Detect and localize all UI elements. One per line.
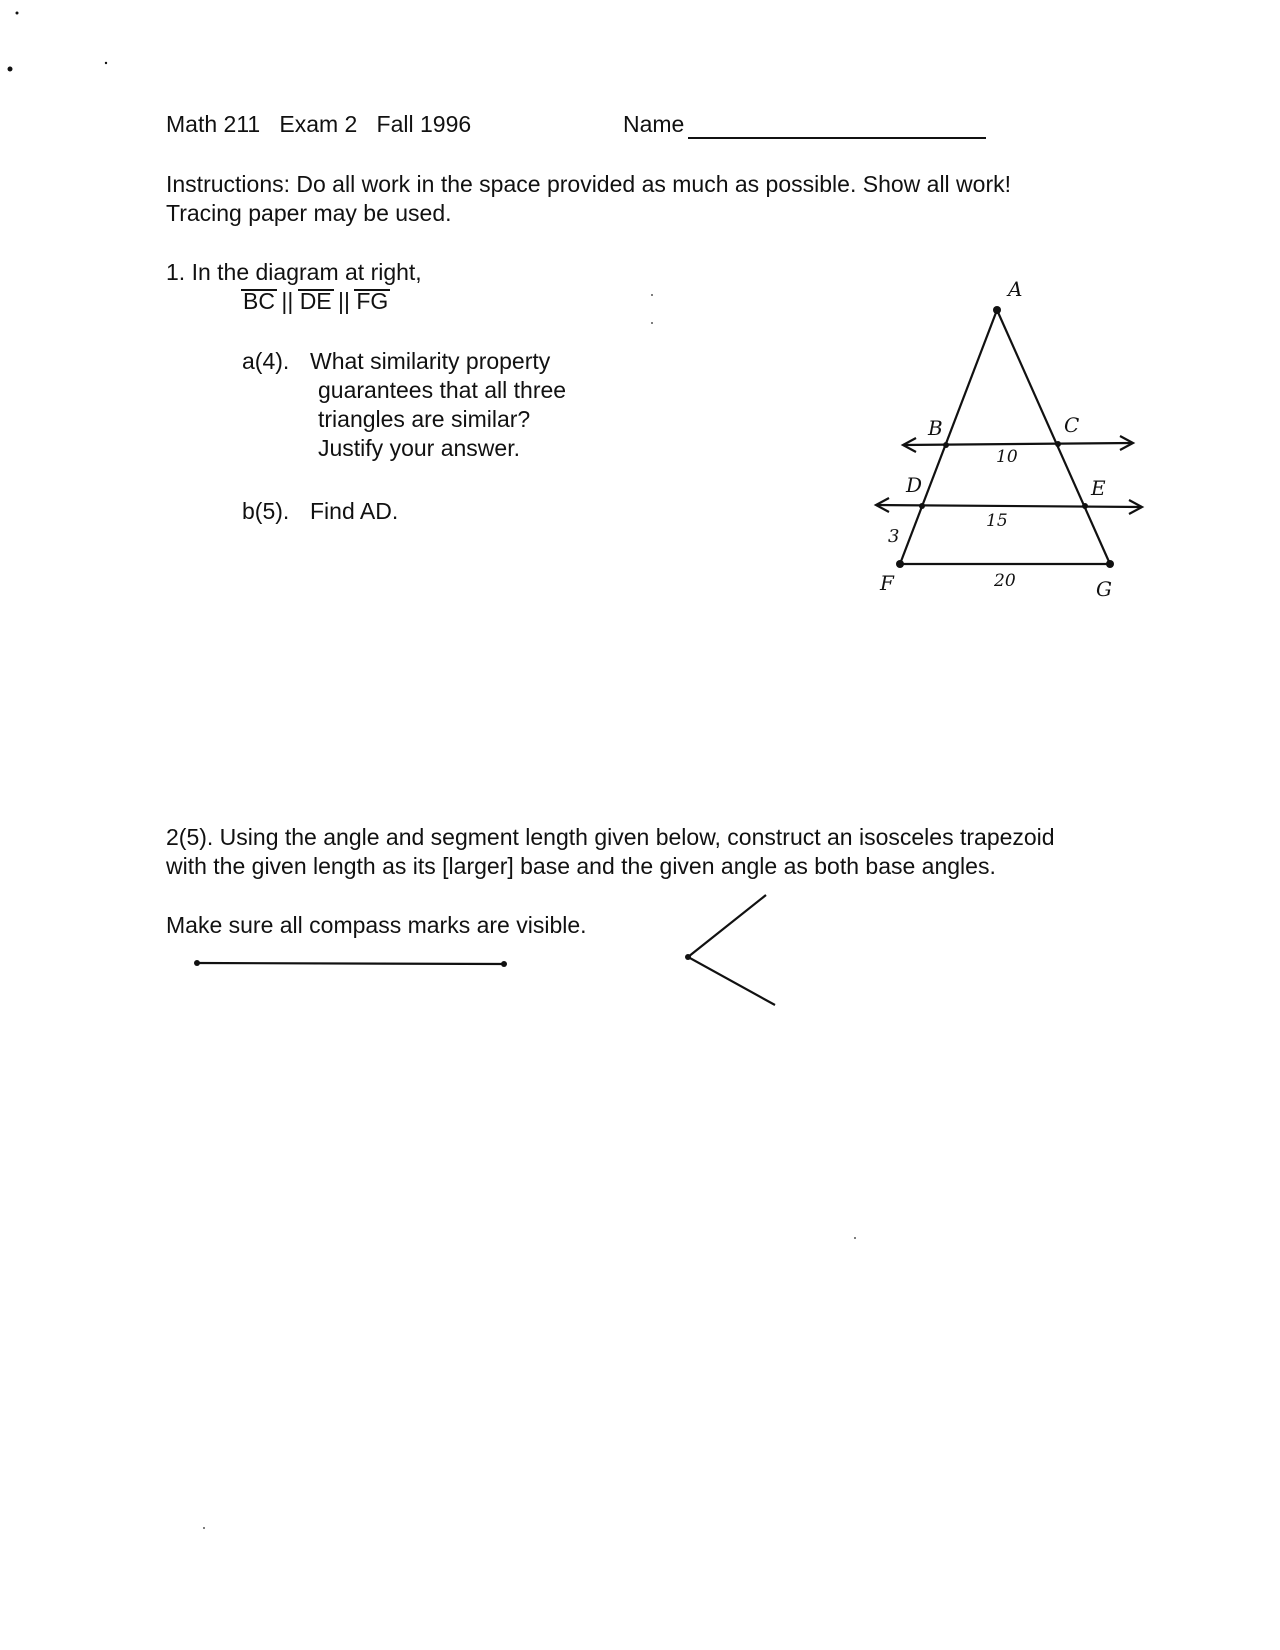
- vertex-label-g: G: [1096, 577, 1112, 601]
- question-2-givens: [196, 895, 775, 1005]
- exam-number: Exam 2: [279, 111, 358, 137]
- question-1a-label: a(4).: [242, 348, 290, 374]
- point-c: [1055, 441, 1061, 447]
- line-de: [876, 505, 1142, 507]
- scan-speck: [854, 1237, 856, 1239]
- scan-speck: [651, 294, 653, 296]
- point-g: [1106, 560, 1114, 568]
- scan-speck: [105, 62, 107, 64]
- line-bc: [903, 443, 1132, 445]
- question-2-note: Make sure all compass marks are visible.: [166, 912, 587, 938]
- point-f: [896, 560, 904, 568]
- vertex-label-a: A: [1008, 277, 1023, 301]
- side-af: [900, 310, 997, 564]
- triangle-diagram: [876, 310, 1142, 564]
- scan-speck: [651, 322, 653, 324]
- side-ag: [997, 310, 1110, 564]
- question-1b-text: Find AD.: [310, 498, 399, 524]
- vertex-label-e: E: [1091, 476, 1106, 500]
- point-a: [993, 306, 1001, 314]
- segment-bc: BC: [243, 288, 275, 314]
- question-1b-label: b(5).: [242, 498, 290, 524]
- vertex-label-b: B: [928, 416, 943, 440]
- segment-de: DE: [299, 288, 332, 314]
- scan-speck: [203, 1527, 205, 1529]
- given-segment-endpoint: [501, 961, 507, 967]
- given-segment: [196, 963, 505, 964]
- point-e: [1082, 503, 1088, 509]
- given-angle: [688, 895, 775, 1005]
- question-1a-line: Justify your answer.: [318, 435, 520, 461]
- length-label-bc: 10: [996, 447, 1018, 467]
- scan-speck: [16, 12, 19, 15]
- parallel-symbol: ||: [338, 288, 350, 314]
- given-angle-vertex: [685, 954, 691, 960]
- exam-term: Fall 1996: [376, 111, 472, 137]
- point-b: [943, 442, 949, 448]
- question-1a-line: What similarity property: [310, 348, 551, 374]
- instructions: Instructions: Do all work in the space provided as much as possible. Show all work! Tracing paper may be used.: [166, 171, 1012, 226]
- question-2-text: 2(5). Using the angle and segment length given below, construct an isosceles trapezoid with the given length as its [larger] base and the given angle as both base angles.: [166, 824, 1055, 879]
- course-number: Math 211: [166, 111, 261, 137]
- given-segment-endpoint: [194, 960, 200, 966]
- length-label-de: 15: [986, 511, 1008, 531]
- length-label-fg: 20: [994, 571, 1016, 591]
- vertex-label-c: C: [1064, 413, 1080, 437]
- vertex-label-f: F: [880, 571, 894, 595]
- question-1a-line: triangles are similar?: [318, 406, 531, 432]
- name-label: Name: [623, 111, 685, 137]
- question-1-intro: 1. In the diagram at right,: [166, 259, 422, 285]
- point-d: [919, 503, 925, 509]
- segment-fg: FG: [356, 288, 389, 314]
- question-1a-line: guarantees that all three: [318, 377, 567, 403]
- parallel-symbol: ||: [281, 288, 294, 314]
- length-label-df: 3: [888, 526, 900, 547]
- scan-speck: [8, 67, 13, 72]
- vertex-label-d: D: [906, 473, 923, 497]
